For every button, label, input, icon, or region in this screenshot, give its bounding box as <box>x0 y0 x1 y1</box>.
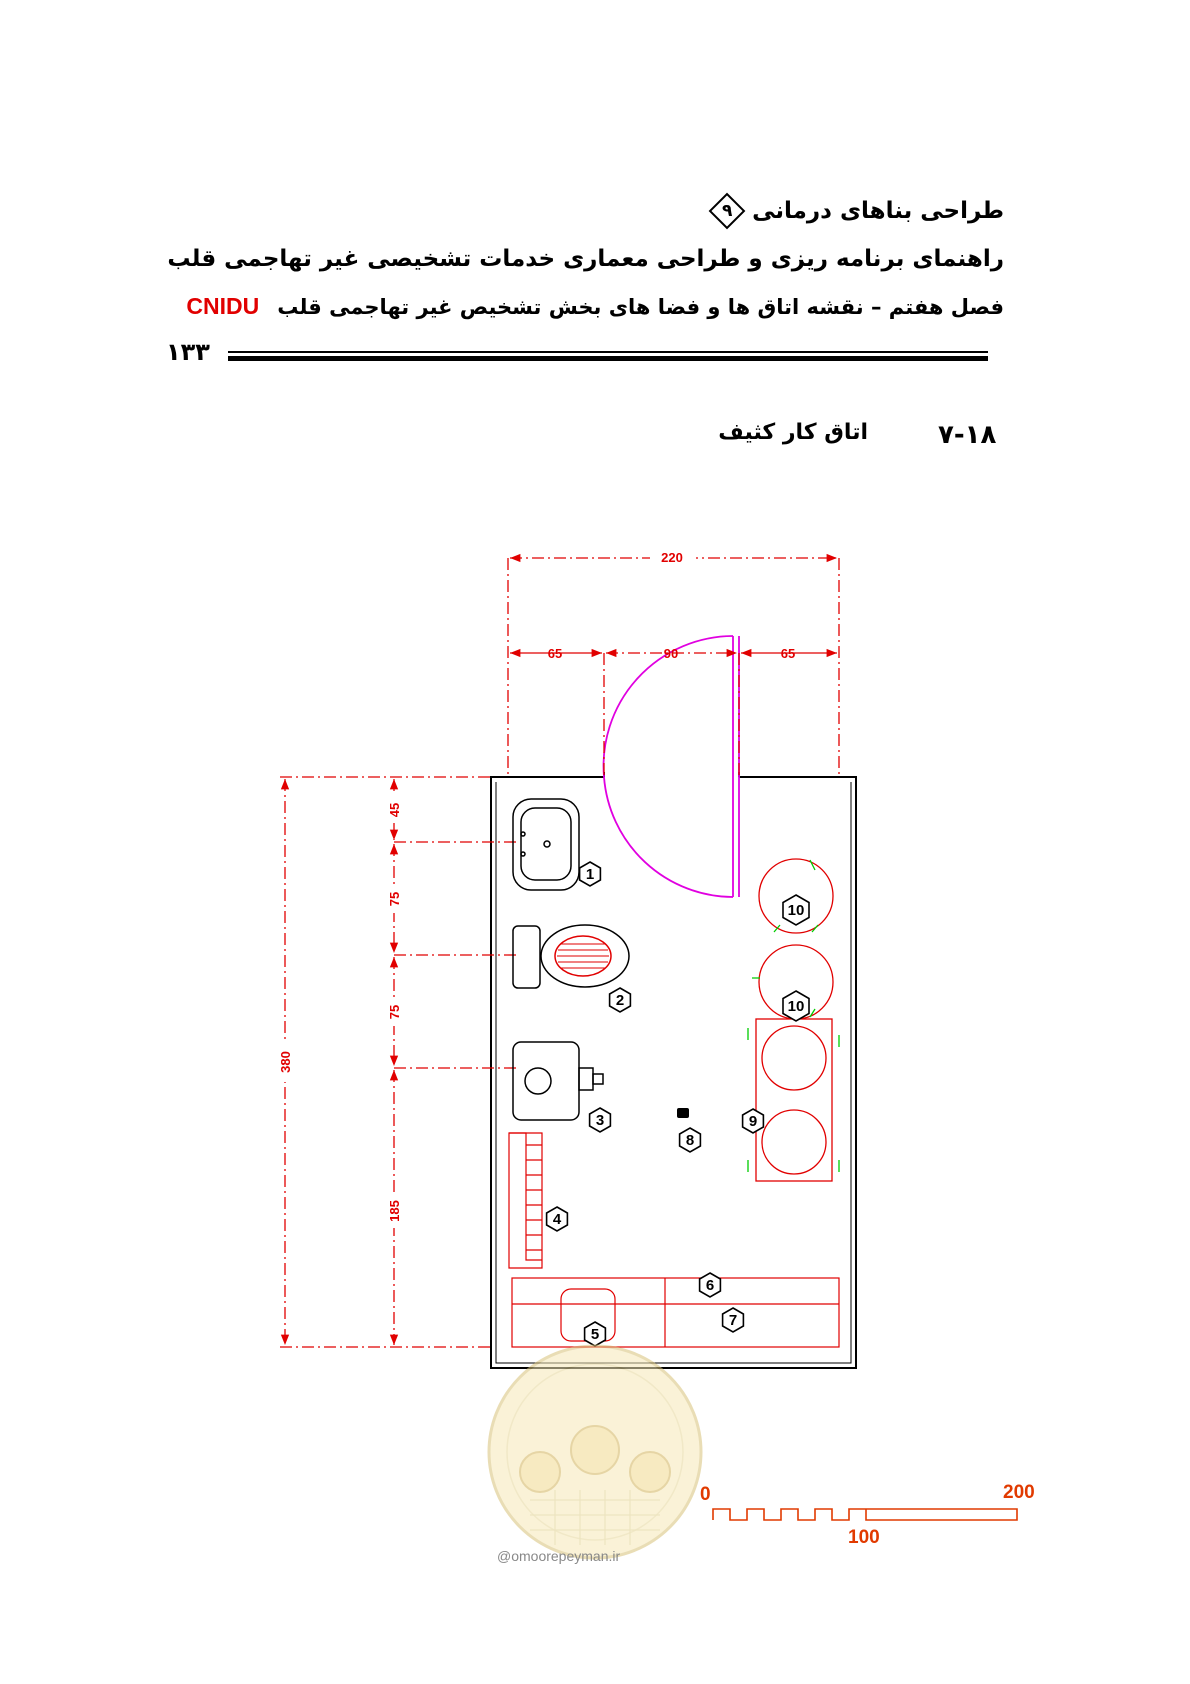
item-tag-label: 10 <box>787 902 805 919</box>
watermark-seal <box>489 1346 701 1558</box>
drying-rack <box>509 1133 542 1268</box>
item-tags <box>547 862 809 1346</box>
dim-overall-width: 220 <box>661 550 683 565</box>
item-tag-label: 10 <box>787 998 805 1015</box>
item-tag-label: 5 <box>590 1326 600 1343</box>
dim-left-clearance: 65 <box>547 646 563 661</box>
chapter-code: CNIDU <box>186 293 260 319</box>
guide-title: راهنمای برنامه ریزی و طراحی معماری خدمات تشخیصی غیر تهاجمی قلب <box>167 246 1004 272</box>
floor-drain <box>677 1108 689 1118</box>
chapter-title: فصل هفتم – نقشه اتاق ها و فضا های بخش تشخیص غیر تهاجمی قلب <box>277 295 1004 319</box>
bin-cart <box>748 1019 839 1181</box>
item-tag-label: 6 <box>705 1277 715 1294</box>
section-title: اتاق کار کثیف <box>718 420 868 445</box>
item-tag-label: 3 <box>595 1112 605 1129</box>
dim-right-clearance: 65 <box>780 646 796 661</box>
work-counter <box>512 1278 839 1347</box>
item-tag-label: 2 <box>615 992 625 1009</box>
item-tag-label: 9 <box>748 1113 758 1130</box>
dim-segment-3: 75 <box>387 1004 402 1020</box>
washbasin <box>513 799 579 890</box>
series-title: طراحی بناهای درمانی <box>752 198 1004 224</box>
section-number: ۷-۱۸ <box>938 420 997 450</box>
dim-segment-4: 185 <box>387 1200 402 1222</box>
left-dimensions <box>280 777 520 1347</box>
item-tag-label: 1 <box>585 866 595 883</box>
dim-segment-1: 45 <box>387 802 402 818</box>
scale-end-label: 200 <box>1003 1482 1035 1503</box>
scale-bar <box>713 1509 1017 1520</box>
scale-start-label: 0 <box>700 1484 711 1505</box>
item-tag-label: 8 <box>685 1132 695 1149</box>
dim-segment-2: 75 <box>387 891 402 907</box>
item-tag-label: 4 <box>552 1211 562 1228</box>
scale-mid-label: 100 <box>848 1527 880 1548</box>
page-number: ۱۳۳ <box>166 338 210 366</box>
toilet <box>513 925 629 988</box>
top-dimensions <box>508 558 839 777</box>
series-number: ۹ <box>721 201 733 221</box>
door-swing <box>604 636 739 897</box>
dim-door-width: 90 <box>663 646 679 661</box>
item-tag-label: 7 <box>728 1312 738 1329</box>
flusher-sink <box>513 1042 603 1120</box>
dim-overall-depth: 380 <box>278 1051 293 1073</box>
watermark-url: @omoorepeyman.ir <box>497 1548 621 1564</box>
